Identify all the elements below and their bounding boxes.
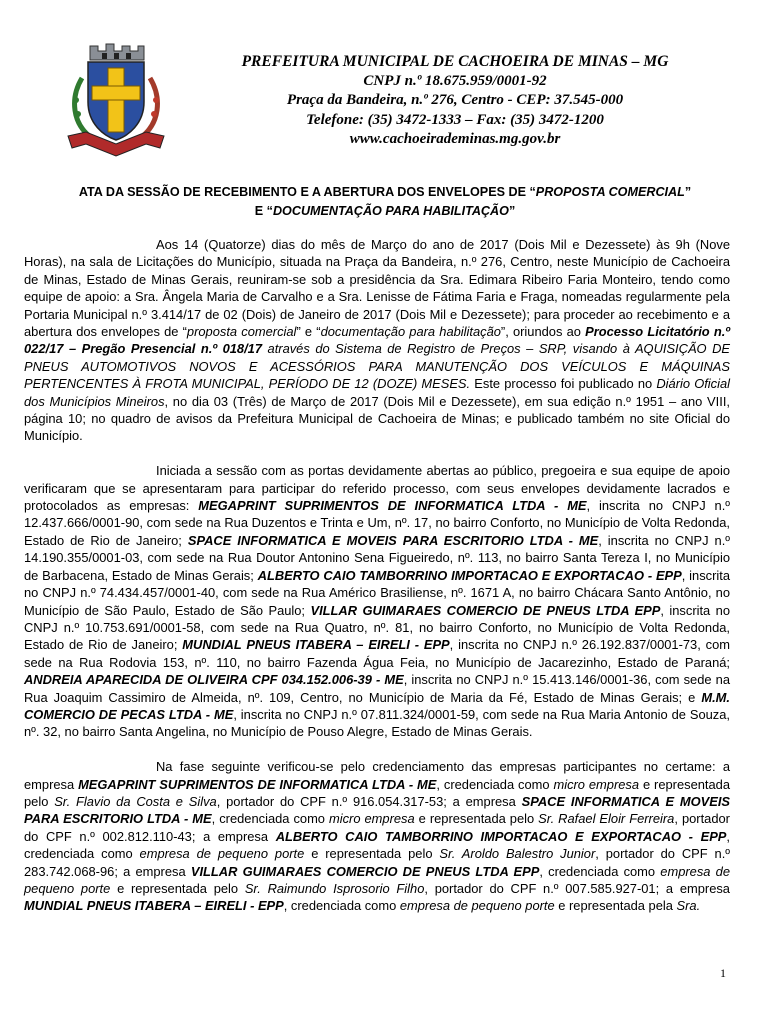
- document-body: [24, 236, 730, 915]
- address-line: Praça da Bandeira, n.º 276, Centro - CEP: 37.545-000: [286, 92, 624, 108]
- municipal-crest-icon: [62, 40, 170, 158]
- phone-line: Telefone: (35) 3472-1333 – Fax: (35) 3472-1200: [306, 111, 604, 128]
- municipality-name: PREFEITURA MUNICIPAL DE CACHOEIRA DE MINAS – MG: [241, 53, 669, 70]
- paragraph-participants: Iniciada a sessão com as portas devidamente abertas ao público, pregoeira e sua equipe de apoio verificaram que se apresentaram para participar do referido processo, com seus envelopes devidamente lacrados e protocolados as empresas: MEGAPRINT SUPRIMENTOS DE INFORMATICA LTDA - ME, inscrita no CNPJ n.º 12.437.666/0001-90, com sede na Rua Duzentos e Trinta e Um, nº. 17, no bairro Conforto, no Município de Volta Redonda, Estado de Rio de Janeiro; SPACE INFORMATICA E MOVEIS PARA ESCRITORIO LTDA - ME, inscrita no CNPJ n.º 14.190.355/0001-03, com sede na Rua Doutor Antonino Sena Figueiredo, nº. 113, no bairro Santa Tereza I, no Município de Barbacena, Estado de Minas Gerais; ALBERTO CAIO TAMBORRINO IMPORTACAO E EXPORTACAO - EPP, inscrita no CNPJ n.º 74.434.457/0001-40, com sede na Rua Américo Brasiliense, nº. 1671 A, no bairro Chácara Santo Antônio, no Município de São Paulo, Estado de São Paulo; VILLAR GUIMARAES COMERCIO DE PNEUS LTDA EPP, inscrita no CNPJ n.º 10.753.691/0001-58, com sede na Rua Quatro, nº. 81, no bairro Conforto, no Município de Volta Redonda, Estado de Rio de Janeiro; MUNDIAL PNEUS ITABERA – EIRELI - EPP, inscrita no CNPJ n.º 26.192.837/0001-73, com sede na Rua Rodovia 153, nº. 110, no bairro Fazenda Água Feia, no Município de Jacarezinho, Estado de Paraná; ANDREIA APARECIDA DE OLIVEIRA CPF 034.152.006-39 - ME, inscrita no CNPJ n.º 15.413.146/0001-36, com sede na Rua Joaquim Cassimiro de Almeida, nº. 109, Centro, no Município de Maria da Fé, Estado de Minas Gerais; e M.M. COMERCIO DE PECAS LTDA - ME, inscrita no CNPJ n.º 07.811.324/0001-59, com sede na Rua Maria Antonio de Souza, nº. 32, no bairro Santa Angelina, no Município de Pouso Alegre, Estado de Minas Gerais.: [24, 463, 731, 740]
- cnpj-line: CNPJ n.º 18.675.959/0001-92: [363, 72, 547, 89]
- page-number: 1: [720, 966, 726, 980]
- website-line: www.cachoeirademinas.mg.gov.br: [349, 131, 561, 147]
- paragraph-accreditation: Na fase seguinte verificou-se pelo credenciamento das empresas participantes no certame: a empresa MEGAPRINT SUPRIMENTOS DE INFORMATICA LTDA - ME, credenciada como micro empresa e representada pelo Sr. Flavio da Costa e Silva, portador do CPF n.º 916.054.317-53; a empresa SPACE INFORMATICA E MOVEIS PARA ESCRITORIO LTDA - ME, credenciada como micro empresa e representada pelo Sr. Rafael Eloir Ferreira, portador do CPF n.º 002.812.110-43; a empresa ALBERTO CAIO TAMBORRINO IMPORTACAO E EXPORTACAO - EPP, credenciada como empresa de pequeno porte e representada pelo Sr. Aroldo Balestro Junior, portador do CPF n.º 283.742.068-96; a empresa VILLAR GUIMARAES COMERCIO DE PNEUS LTDA EPP, credenciada como empresa de pequeno porte e representada pelo Sr. Raimundo Isprosorio Filho, portador do CPF n.º 007.585.927-01; a empresa MUNDIAL PNEUS ITABERA – EIRELI - EPP, credenciada como empresa de pequeno porte e representada pela Sra.: [24, 759, 730, 914]
- document-title: ATA DA SESSÃO DE RECEBIMENTO E A ABERTURA DOS ENVELOPES DE “PROPOSTA COMERCIAL” E “DOCUMENTAÇÃO PARA HABILITAÇÃO”: [78, 185, 692, 218]
- letterhead: [190, 52, 720, 150]
- paragraph-opening: Aos 14 (Quatorze) dias do mês de Março do ano de 2017 (Dois Mil e Dezessete) às 9h (Nove Horas), na sala de Licitações do Município, situada na Praça da Bandeira, n.º 276, Centro, neste Município de Cachoeira de Minas, Estado de Minas Gerais, reuniram-se sob a presidência da Sra. Edimara Ribeiro Faria Monteiro, tendo como equipe de apoio: a Sra. Ângela Maria de Carvalho e a Sra. Lenisse de Fátima Faria e Fraga, nomeadas regularmente pela Portaria Municipal n.º 3.414/17 de 02 (Dois) de Janeiro de 2017 (Dois Mil e Dezessete); para proceder ao recebimento e a abertura dos envelopes de “proposta comercial” e “documentação para habilitação”, oriundos ao Processo Licitatório n.º 022/17 – Pregão Presencial n.º 018/17 através do Sistema de Registro de Preços – SRP, visando à AQUISIÇÃO DE PNEUS AUTOMOTIVOS NOVOS E ACESSÓRIOS PARA MANUTENÇÃO DOS VEÍCULOS E MÁQUINAS PERTENCENTES À FROTA MUNICIPAL, PERÍODO DE 12 (DOZE) MESES. Este processo foi publicado no Diário Oficial dos Municípios Mineiros, no dia 03 (Três) de Março de 2017 (Dois Mil e Dezessete), em sua edição n.º 1951 – ano VIII, página 10; no quadro de avisos da Prefeitura Municipal de Cachoeira de Minas; e publicado também no site Oficial do Município.: [24, 237, 731, 444]
